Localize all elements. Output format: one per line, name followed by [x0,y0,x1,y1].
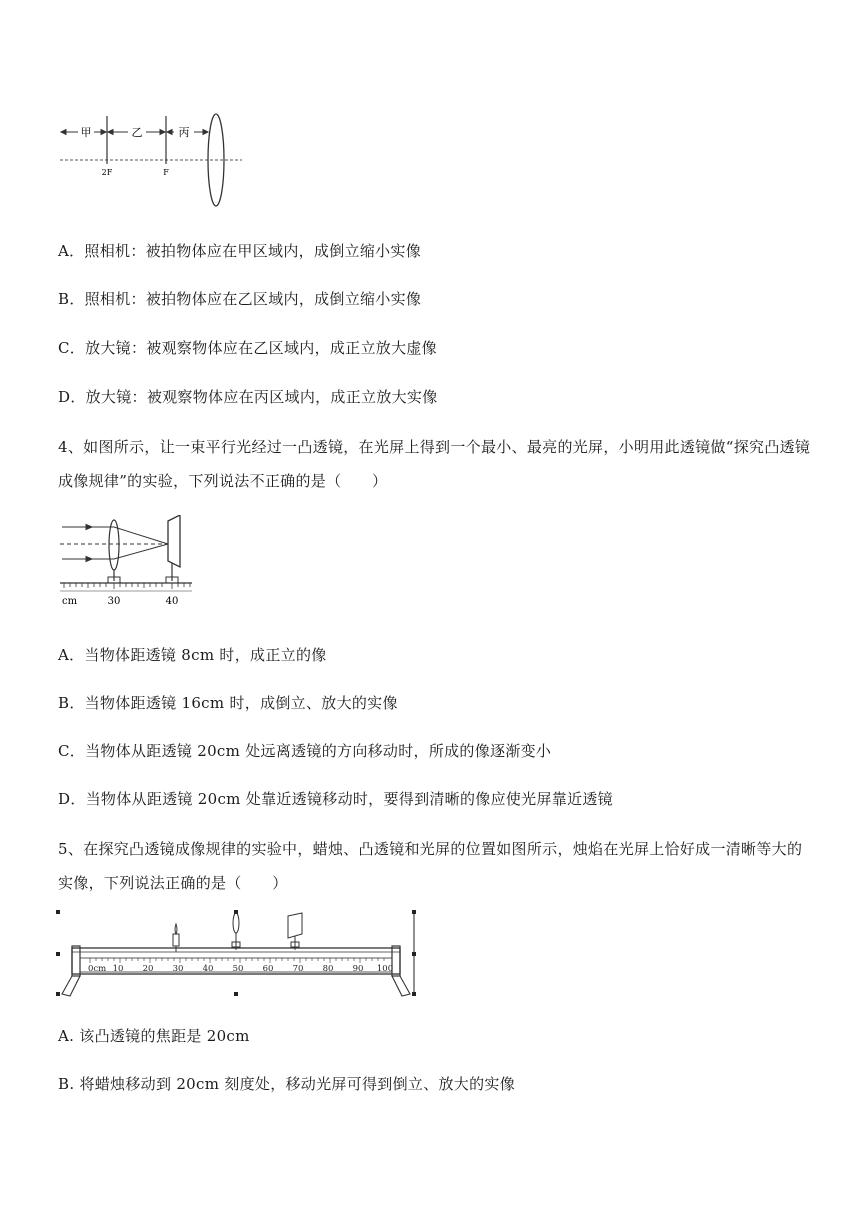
optical-bench-figure [56,910,418,998]
region-bing-label: 丙 [178,126,190,139]
light-screen [168,515,180,567]
scale-label-100: 100 [376,964,394,974]
q3-option-d: D．放大镜：被观察物体应在丙区域内，成正立放大实像 [58,388,438,406]
q4-stem: 4、如图所示，让一束平行光经过一凸透镜，在光屏上得到一个最小、最亮的光屏，小明用此透镜做“探究凸透镜成像规律”的实验，下列说法不正确的是（ ） [58,438,811,490]
q4-option-a: A．当物体距透镜 8cm 时，成正立的像 [58,646,327,664]
scale-label-80: 80 [322,964,334,974]
q3-option-a: A．照相机：被拍物体应在甲区域内，成倒立缩小实像 [58,242,422,260]
ruler-40-label: 40 [165,596,179,607]
q3-option-b: B．照相机：被拍物体应在乙区域内，成倒立缩小实像 [58,290,422,308]
scale-label-30: 30 [172,964,184,974]
convex-lens [232,913,240,950]
q5-option-b: B. 将蜡烛移动到 20cm 刻度处，移动光屏可得到倒立、放大的实像 [58,1075,516,1093]
q4-option-b: B．当物体距透镜 16cm 时，成倒立、放大的实像 [58,694,398,712]
focal-length-figure [58,515,200,607]
lens-regions-figure [58,112,244,214]
scale-label-10: 10 [112,964,124,974]
q4-option-d: D．当物体从距透镜 20cm 处靠近透镜移动时，要得到清晰的像应使光屏靠近透镜 [58,790,613,808]
point-2f-label: 2F [101,168,113,177]
scale-label-60: 60 [262,964,274,974]
scale-label-70: 70 [292,964,304,974]
scale-label-0: 0cm [88,964,107,974]
region-jia-label: 甲 [80,126,92,139]
q3-option-c: C．放大镜：被观察物体应在乙区域内，成正立放大虚像 [58,339,437,357]
scale-label-50: 50 [232,964,244,974]
scale-label-20: 20 [142,964,154,974]
light-screen [288,913,302,950]
q4-option-c: C．当物体从距透镜 20cm 处远离透镜的方向移动时，所成的像逐渐变小 [58,742,552,760]
scale-label-90: 90 [352,964,364,974]
region-yi-label: 乙 [131,126,143,139]
q5-stem: 5、在探究凸透镜成像规律的实验中，蜡烛、凸透镜和光屏的位置如图所示，烛焰在光屏上恰好成一清晰等大的实像，下列说法正确的是（ ） [58,840,803,892]
scale-label-40: 40 [202,964,214,974]
ruler-unit-label: cm [62,596,78,607]
point-f-label: F [163,168,169,177]
q5-option-a: A. 该凸透镜的焦距是 20cm [58,1027,250,1045]
ruler-30-label: 30 [107,596,121,607]
